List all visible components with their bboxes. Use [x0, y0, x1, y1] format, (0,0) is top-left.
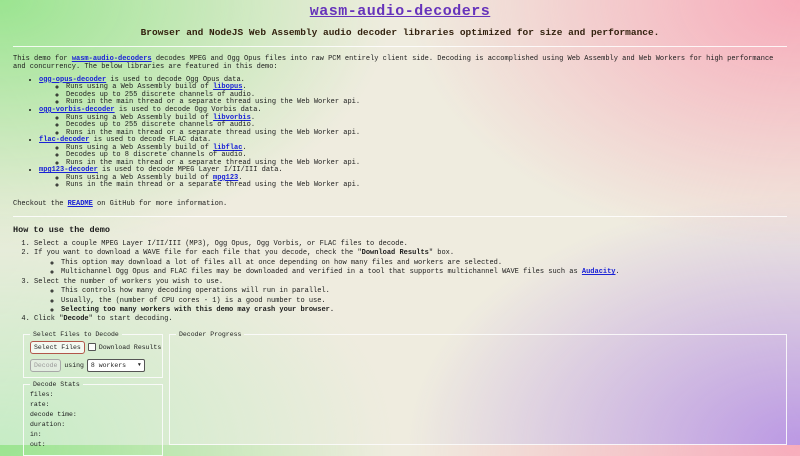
libvorbis-link[interactable]: libvorbis — [213, 113, 251, 122]
howto-heading: How to use the demo — [13, 224, 110, 235]
substep — [61, 268, 787, 277]
library-desc: is used to decode MPEG Layer I/II/III data. — [97, 166, 283, 175]
substep-text: . — [615, 268, 620, 277]
step-4 — [34, 315, 787, 324]
readme-text-after: on GitHub for more information. — [92, 199, 228, 208]
detail-text: Runs using a Web Assembly build of — [66, 143, 214, 152]
library-desc: is used to decode Ogg Opus data. — [106, 75, 245, 84]
detail-text: Runs in the main thread or a separate thread using the Web Worker api. — [66, 128, 361, 137]
step-3-substeps — [34, 287, 787, 315]
select-files-button[interactable]: Select Files — [30, 341, 85, 354]
select-files-legend: Select Files to Decode — [33, 330, 119, 338]
substep-text: This controls how many decoding operations will run in parallel. — [61, 287, 330, 296]
title-link[interactable]: wasm-audio-decoders — [309, 3, 491, 20]
mpg123-decoder-link[interactable]: mpg123-decoder — [39, 166, 98, 175]
page-subtitle: Browser and NodeJS Web Assembly audio decoder libraries optimized for size and performance. — [140, 27, 660, 38]
library-desc: is used to decode Ogg Vorbis data. — [114, 105, 262, 114]
decode-stats-legend: Decode Stats — [33, 380, 80, 388]
library-details — [39, 175, 787, 190]
step-text: Click " — [34, 315, 64, 324]
workers-select[interactable] — [87, 359, 145, 372]
intro-repo-link[interactable]: wasm-audio-decoders — [71, 55, 152, 63]
library-details — [39, 115, 787, 138]
mpg123-link[interactable]: mpg123 — [213, 173, 239, 182]
step-text-bold: Download Results — [361, 249, 429, 258]
page-title — [13, 3, 787, 20]
readme-link[interactable]: README — [67, 199, 93, 208]
detail-text: Runs in the main thread or a separate thread using the Web Worker api. — [66, 181, 361, 190]
detail-text: Runs using a Web Assembly build of — [66, 173, 214, 182]
step-3 — [34, 278, 787, 316]
step-text-bold: Decode — [63, 315, 89, 324]
substep-warning-text: Selecting too many workers with this demo may crash your browser. — [61, 306, 335, 315]
step-2 — [34, 249, 787, 277]
readme-paragraph — [13, 200, 787, 208]
decoder-progress-legend: Decoder Progress — [179, 330, 242, 338]
howto-steps-list — [13, 240, 787, 325]
download-results-checkbox[interactable] — [88, 343, 96, 351]
step-text: " box. — [428, 249, 455, 258]
stat-in-label: in: — [30, 430, 42, 438]
ogg-vorbis-decoder-link[interactable]: ogg-vorbis-decoder — [39, 105, 115, 114]
stat-decode-time-label: decode time: — [30, 410, 77, 418]
chevron-down-icon: ▼ — [137, 361, 141, 368]
detail-text: . — [238, 173, 243, 182]
audacity-link[interactable]: Audacity — [581, 268, 616, 277]
substep-text: Usually, the (number of CPU cores - 1) is a good number to use. — [61, 296, 326, 305]
stat-duration-label: duration: — [30, 420, 66, 428]
intro-paragraph — [13, 55, 787, 72]
workers-selected-value: 8 workers — [90, 361, 127, 369]
step-text: If you want to download a WAVE file for each file that you decode, check the " — [34, 249, 362, 258]
step-text: " to start decoding. — [88, 315, 173, 324]
detail-text: . — [242, 83, 247, 92]
library-item-mpg123-decoder — [39, 167, 787, 190]
demo-controls — [23, 331, 787, 456]
decode-stats-fieldset — [23, 381, 163, 456]
substep-warning — [61, 306, 787, 315]
library-list — [13, 77, 787, 190]
libopus-link[interactable]: libopus — [213, 83, 243, 92]
substep-text: This option may download a lot of files all at once depending on how many files and workers are selected. — [61, 258, 503, 267]
detail-text: Decodes up to 8 discrete channels of audio. — [66, 151, 247, 160]
intro-text-before: This demo for — [13, 55, 72, 63]
stat-files-label: files: — [30, 390, 54, 398]
file-select-row — [30, 341, 162, 354]
detail-text: Runs in the main thread or a separate thread using the Web Worker api. — [66, 158, 361, 167]
controls-left-column — [23, 331, 163, 456]
detail-text: Decodes up to 255 discrete channels of audio. — [66, 90, 256, 99]
library-detail — [66, 182, 787, 190]
substep — [61, 259, 787, 268]
page — [0, 3, 800, 456]
decoder-progress-fieldset — [169, 331, 787, 445]
library-details — [39, 84, 787, 107]
flac-decoder-link[interactable]: flac-decoder — [39, 136, 90, 145]
libflac-link[interactable]: libflac — [213, 143, 243, 152]
step-1 — [34, 240, 787, 249]
library-desc: is used to decode FLAC data. — [89, 136, 212, 145]
detail-text: Runs using a Web Assembly build of — [66, 83, 214, 92]
library-details — [39, 145, 787, 168]
step-text: Select the number of workers you wish to use. — [34, 277, 224, 286]
decode-row — [30, 359, 156, 372]
detail-text: Runs using a Web Assembly build of — [66, 113, 214, 122]
substep — [61, 287, 787, 296]
stat-out-label: out: — [30, 440, 46, 448]
decode-button[interactable]: Decode — [30, 359, 61, 372]
readme-text-before: Checkout the — [13, 199, 68, 208]
download-results-label: Download Results — [98, 343, 162, 351]
library-item-flac-decoder — [39, 137, 787, 167]
intro-text-after: decodes MPEG and Ogg Opus files into raw PCM entirely client side. Decoding is accomplished using Web Assembly and Web Workers for high performance and concurrency. The below libraries are featured in this demo: — [13, 55, 774, 72]
step-text: Select a couple MPEG Layer I/II/III (MP3), Ogg Opus, Ogg Vorbis, or FLAC files to decode. — [34, 239, 408, 248]
detail-text: . — [242, 143, 247, 152]
section-divider — [13, 216, 787, 217]
library-item-ogg-vorbis-decoder — [39, 107, 787, 137]
detail-text: . — [250, 113, 256, 122]
detail-text: Decodes up to 255 discrete channels of audio. — [66, 121, 256, 130]
header-divider — [13, 46, 787, 47]
stat-rate-label: rate: — [30, 400, 50, 408]
ogg-opus-decoder-link[interactable]: ogg-opus-decoder — [39, 75, 107, 84]
detail-text: Runs in the main thread or a separate thread using the Web Worker api. — [66, 98, 361, 107]
select-files-fieldset — [23, 331, 163, 378]
substep — [61, 297, 787, 306]
using-label: using — [64, 361, 84, 369]
step-2-substeps — [34, 259, 787, 278]
substep-text: Multichannel Ogg Opus and FLAC files may be downloaded and verified in a tool that supports multichannel WAVE files such as — [61, 268, 582, 277]
library-item-ogg-opus-decoder — [39, 77, 787, 107]
